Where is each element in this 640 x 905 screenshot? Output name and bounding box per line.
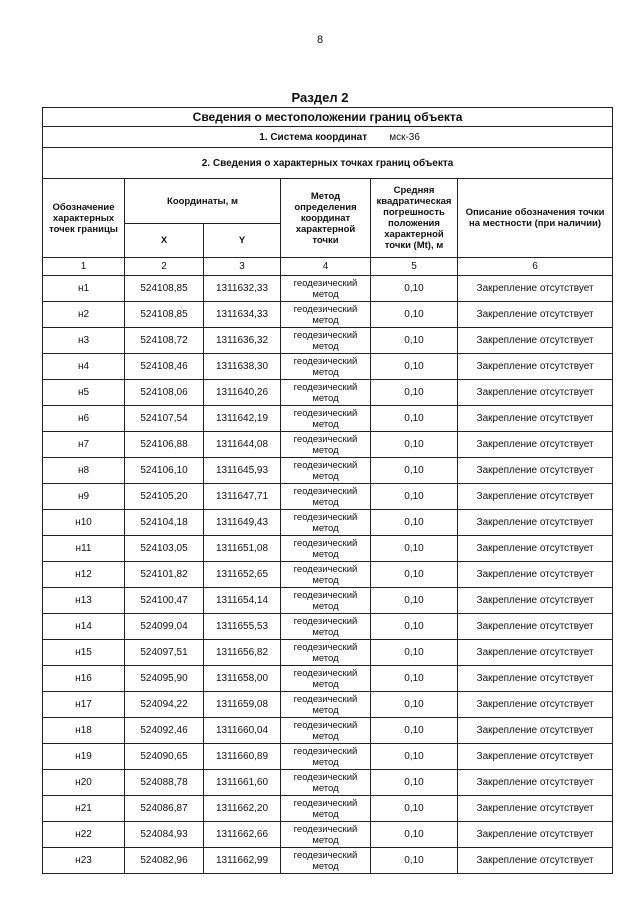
section-title: Сведения о местоположении границ объекта (43, 108, 613, 127)
table-row (43, 536, 613, 562)
error-cell: 0,10 (371, 848, 458, 874)
method-cell: геодезический метод (281, 302, 371, 328)
description-cell: Закрепление отсутствует (458, 796, 613, 822)
method-cell: геодезический метод (281, 796, 371, 822)
x-coordinate-cell: 524097,51 (125, 640, 204, 666)
y-coordinate-cell: 1311655,53 (204, 614, 281, 640)
error-cell: 0,10 (371, 406, 458, 432)
description-cell: Закрепление отсутствует (458, 848, 613, 874)
y-coordinate-cell: 1311649,43 (204, 510, 281, 536)
y-coordinate-cell: 1311660,89 (204, 744, 281, 770)
header-description: Описание обозначения точки на местности (при наличии) (458, 179, 613, 258)
y-coordinate-cell: 1311656,82 (204, 640, 281, 666)
page-number: 8 (316, 34, 324, 46)
points-heading: 2. Сведения о характерных точках границ объекта (43, 148, 613, 179)
method-cell: геодезический метод (281, 536, 371, 562)
error-cell: 0,10 (371, 796, 458, 822)
column-number: 1 (43, 258, 125, 276)
point-id-cell: н19 (43, 744, 125, 770)
description-cell: Закрепление отсутствует (458, 692, 613, 718)
header-method: Метод определения координат характерной точки (281, 179, 371, 258)
description-cell: Закрепление отсутствует (458, 666, 613, 692)
error-cell: 0,10 (371, 432, 458, 458)
description-cell: Закрепление отсутствует (458, 354, 613, 380)
y-coordinate-cell: 1311645,93 (204, 458, 281, 484)
point-id-cell: н23 (43, 848, 125, 874)
x-coordinate-cell: 524086,87 (125, 796, 204, 822)
table-row (43, 588, 613, 614)
x-coordinate-cell: 524101,82 (125, 562, 204, 588)
description-cell: Закрепление отсутствует (458, 276, 613, 302)
method-cell: геодезический метод (281, 432, 371, 458)
x-coordinate-cell: 524082,96 (125, 848, 204, 874)
y-coordinate-cell: 1311660,04 (204, 718, 281, 744)
y-coordinate-cell: 1311640,26 (204, 380, 281, 406)
point-id-cell: н18 (43, 718, 125, 744)
point-id-cell: н9 (43, 484, 125, 510)
header-designation: Обозначение характерных точек границы (43, 179, 125, 258)
point-id-cell: н5 (43, 380, 125, 406)
y-coordinate-cell: 1311654,14 (204, 588, 281, 614)
error-cell: 0,10 (371, 770, 458, 796)
point-id-cell: н2 (43, 302, 125, 328)
table-row (43, 562, 613, 588)
x-coordinate-cell: 524099,04 (125, 614, 204, 640)
error-cell: 0,10 (371, 536, 458, 562)
table-row (43, 510, 613, 536)
description-cell: Закрепление отсутствует (458, 380, 613, 406)
header-coordinates: Координаты, м (125, 179, 281, 224)
error-cell: 0,10 (371, 276, 458, 302)
method-cell: геодезический метод (281, 640, 371, 666)
description-cell: Закрепление отсутствует (458, 822, 613, 848)
method-cell: геодезический метод (281, 744, 371, 770)
y-coordinate-cell: 1311662,99 (204, 848, 281, 874)
method-cell: геодезический метод (281, 848, 371, 874)
description-cell: Закрепление отсутствует (458, 536, 613, 562)
table-row (43, 380, 613, 406)
y-coordinate-cell: 1311662,20 (204, 796, 281, 822)
table-row (43, 484, 613, 510)
description-cell: Закрепление отсутствует (458, 588, 613, 614)
description-cell: Закрепление отсутствует (458, 718, 613, 744)
point-id-cell: н4 (43, 354, 125, 380)
x-coordinate-cell: 524108,06 (125, 380, 204, 406)
error-cell: 0,10 (371, 822, 458, 848)
description-cell: Закрепление отсутствует (458, 562, 613, 588)
table-row (43, 432, 613, 458)
error-cell: 0,10 (371, 692, 458, 718)
error-cell: 0,10 (371, 302, 458, 328)
x-coordinate-cell: 524105,20 (125, 484, 204, 510)
point-id-cell: н17 (43, 692, 125, 718)
method-cell: геодезический метод (281, 354, 371, 380)
y-coordinate-cell: 1311644,08 (204, 432, 281, 458)
error-cell: 0,10 (371, 484, 458, 510)
point-id-cell: н20 (43, 770, 125, 796)
error-cell: 0,10 (371, 328, 458, 354)
method-cell: геодезический метод (281, 380, 371, 406)
y-coordinate-cell: 1311647,71 (204, 484, 281, 510)
method-cell: геодезический метод (281, 458, 371, 484)
description-cell: Закрепление отсутствует (458, 302, 613, 328)
method-cell: геодезический метод (281, 770, 371, 796)
x-coordinate-cell: 524103,05 (125, 536, 204, 562)
x-coordinate-cell: 524108,46 (125, 354, 204, 380)
error-cell: 0,10 (371, 354, 458, 380)
point-id-cell: н14 (43, 614, 125, 640)
table-row (43, 354, 613, 380)
column-number: 5 (371, 258, 458, 276)
point-id-cell: н6 (43, 406, 125, 432)
point-id-cell: н1 (43, 276, 125, 302)
method-cell: геодезический метод (281, 614, 371, 640)
coordinate-system-value: мск-36 (389, 131, 420, 143)
point-id-cell: н10 (43, 510, 125, 536)
method-cell: геодезический метод (281, 666, 371, 692)
point-id-cell: н21 (43, 796, 125, 822)
column-number: 2 (125, 258, 204, 276)
point-id-cell: н15 (43, 640, 125, 666)
y-coordinate-cell: 1311658,00 (204, 666, 281, 692)
x-coordinate-cell: 524095,90 (125, 666, 204, 692)
point-id-cell: н12 (43, 562, 125, 588)
y-coordinate-cell: 1311661,60 (204, 770, 281, 796)
y-coordinate-cell: 1311632,33 (204, 276, 281, 302)
method-cell: геодезический метод (281, 484, 371, 510)
column-number: 3 (204, 258, 281, 276)
table-row (43, 458, 613, 484)
error-cell: 0,10 (371, 588, 458, 614)
coordinate-system-label: 1. Система координат (259, 131, 368, 143)
point-id-cell: н7 (43, 432, 125, 458)
method-cell: геодезический метод (281, 822, 371, 848)
table-row (43, 406, 613, 432)
x-coordinate-cell: 524108,85 (125, 276, 204, 302)
description-cell: Закрепление отсутствует (458, 328, 613, 354)
table-row (43, 614, 613, 640)
x-coordinate-cell: 524108,85 (125, 302, 204, 328)
method-cell: геодезический метод (281, 588, 371, 614)
table-row (43, 640, 613, 666)
y-coordinate-cell: 1311652,65 (204, 562, 281, 588)
table-row (43, 848, 613, 874)
table-row (43, 276, 613, 302)
error-cell: 0,10 (371, 718, 458, 744)
error-cell: 0,10 (371, 458, 458, 484)
method-cell: геодезический метод (281, 510, 371, 536)
x-coordinate-cell: 524090,65 (125, 744, 204, 770)
method-cell: геодезический метод (281, 406, 371, 432)
point-id-cell: н22 (43, 822, 125, 848)
x-coordinate-cell: 524100,47 (125, 588, 204, 614)
description-cell: Закрепление отсутствует (458, 458, 613, 484)
x-coordinate-cell: 524084,93 (125, 822, 204, 848)
description-cell: Закрепление отсутствует (458, 770, 613, 796)
x-coordinate-cell: 524092,46 (125, 718, 204, 744)
column-number: 4 (281, 258, 371, 276)
point-id-cell: н8 (43, 458, 125, 484)
table-row (43, 302, 613, 328)
table-row (43, 666, 613, 692)
y-coordinate-cell: 1311634,33 (204, 302, 281, 328)
table-row (43, 718, 613, 744)
x-coordinate-cell: 524106,10 (125, 458, 204, 484)
y-coordinate-cell: 1311636,32 (204, 328, 281, 354)
description-cell: Закрепление отсутствует (458, 744, 613, 770)
error-cell: 0,10 (371, 666, 458, 692)
description-cell: Закрепление отсутствует (458, 432, 613, 458)
error-cell: 0,10 (371, 614, 458, 640)
x-coordinate-cell: 524104,18 (125, 510, 204, 536)
table-row (43, 822, 613, 848)
x-coordinate-cell: 524106,88 (125, 432, 204, 458)
boundary-points-table (42, 107, 613, 874)
point-id-cell: н16 (43, 666, 125, 692)
table-row (43, 328, 613, 354)
method-cell: геодезический метод (281, 276, 371, 302)
y-coordinate-cell: 1311651,08 (204, 536, 281, 562)
description-cell: Закрепление отсутствует (458, 484, 613, 510)
header-y: Y (204, 224, 281, 258)
y-coordinate-cell: 1311662,66 (204, 822, 281, 848)
table-row (43, 744, 613, 770)
y-coordinate-cell: 1311642,19 (204, 406, 281, 432)
header-error: Средняя квадратическая погрешность положения характерной точки (Mt), м (371, 179, 458, 258)
method-cell: геодезический метод (281, 562, 371, 588)
description-cell: Закрепление отсутствует (458, 406, 613, 432)
error-cell: 0,10 (371, 510, 458, 536)
y-coordinate-cell: 1311659,08 (204, 692, 281, 718)
column-number: 6 (458, 258, 613, 276)
point-id-cell: н13 (43, 588, 125, 614)
x-coordinate-cell: 524088,78 (125, 770, 204, 796)
method-cell: геодезический метод (281, 328, 371, 354)
coordinate-system-row (43, 127, 613, 148)
description-cell: Закрепление отсутствует (458, 614, 613, 640)
description-cell: Закрепление отсутствует (458, 640, 613, 666)
point-id-cell: н11 (43, 536, 125, 562)
header-x: X (125, 224, 204, 258)
error-cell: 0,10 (371, 562, 458, 588)
x-coordinate-cell: 524107,54 (125, 406, 204, 432)
section-heading: Раздел 2 (291, 90, 349, 105)
table-row (43, 770, 613, 796)
error-cell: 0,10 (371, 380, 458, 406)
error-cell: 0,10 (371, 640, 458, 666)
y-coordinate-cell: 1311638,30 (204, 354, 281, 380)
description-cell: Закрепление отсутствует (458, 510, 613, 536)
method-cell: геодезический метод (281, 718, 371, 744)
method-cell: геодезический метод (281, 692, 371, 718)
x-coordinate-cell: 524108,72 (125, 328, 204, 354)
table-row (43, 796, 613, 822)
point-id-cell: н3 (43, 328, 125, 354)
x-coordinate-cell: 524094,22 (125, 692, 204, 718)
table-row (43, 692, 613, 718)
error-cell: 0,10 (371, 744, 458, 770)
